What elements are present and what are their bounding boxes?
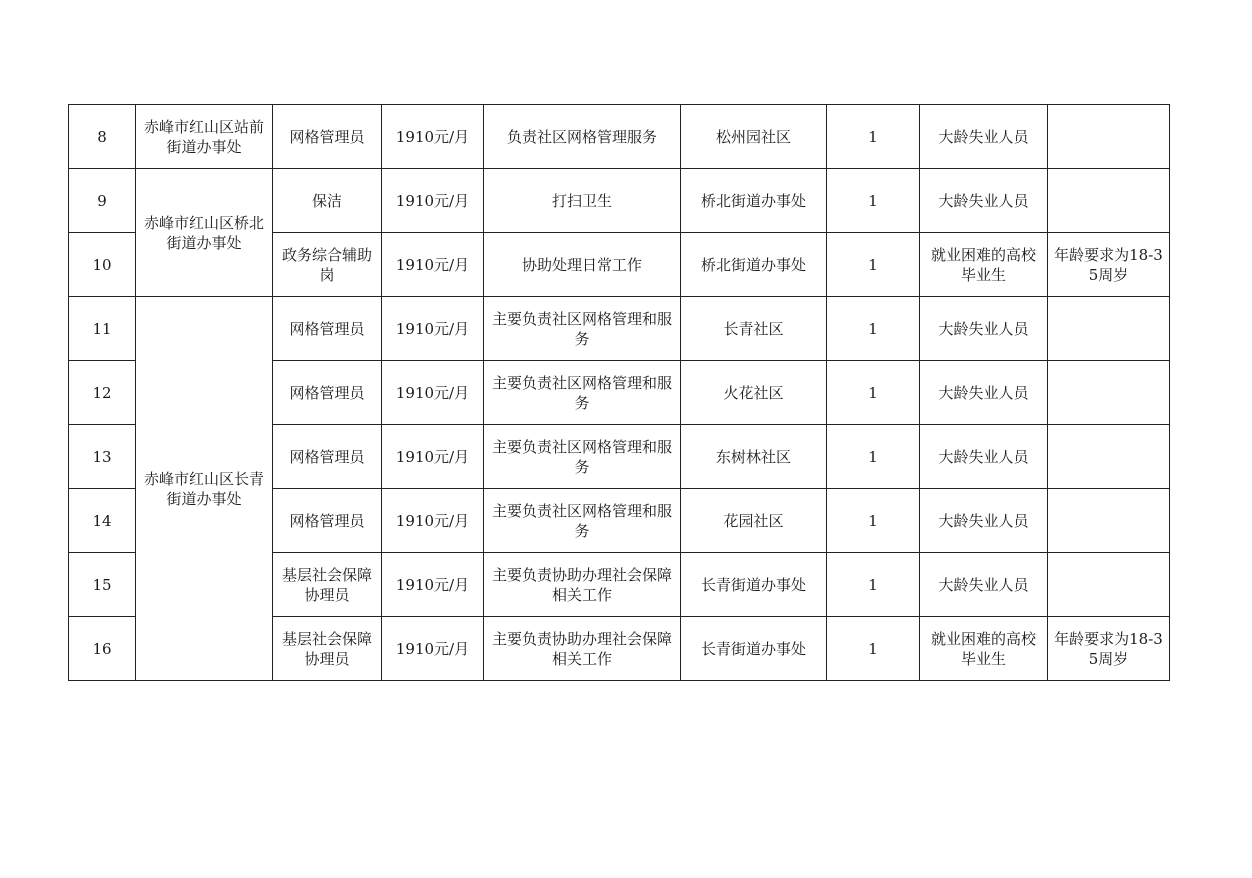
remark-cell <box>1048 297 1170 361</box>
count-cell: 1 <box>827 105 920 169</box>
count-cell: 1 <box>827 553 920 617</box>
location-cell: 东树林社区 <box>681 425 827 489</box>
count-cell: 1 <box>827 297 920 361</box>
count-cell: 1 <box>827 361 920 425</box>
duty-cell: 主要负责协助办理社会保障相关工作 <box>484 617 681 681</box>
duty-cell: 主要负责社区网格管理和服务 <box>484 297 681 361</box>
location-cell: 长青社区 <box>681 297 827 361</box>
duty-cell: 负责社区网格管理服务 <box>484 105 681 169</box>
duty-cell: 协助处理日常工作 <box>484 233 681 297</box>
target-cell: 大龄失业人员 <box>920 297 1048 361</box>
position-cell: 政务综合辅助岗 <box>273 233 382 297</box>
row-number: 10 <box>69 233 136 297</box>
row-number: 8 <box>69 105 136 169</box>
row-number: 13 <box>69 425 136 489</box>
remark-cell <box>1048 105 1170 169</box>
position-cell: 网格管理员 <box>273 361 382 425</box>
remark-cell <box>1048 553 1170 617</box>
location-cell: 长青街道办事处 <box>681 617 827 681</box>
count-cell: 1 <box>827 169 920 233</box>
location-cell: 长青街道办事处 <box>681 553 827 617</box>
target-cell: 大龄失业人员 <box>920 553 1048 617</box>
duty-cell: 主要负责社区网格管理和服务 <box>484 489 681 553</box>
salary-cell: 1910元/月 <box>382 297 484 361</box>
salary-cell: 1910元/月 <box>382 169 484 233</box>
duty-cell: 主要负责社区网格管理和服务 <box>484 361 681 425</box>
location-cell: 松州园社区 <box>681 105 827 169</box>
unit-cell: 赤峰市红山区长青街道办事处 <box>136 297 273 681</box>
count-cell: 1 <box>827 425 920 489</box>
duty-cell: 主要负责社区网格管理和服务 <box>484 425 681 489</box>
unit-cell: 赤峰市红山区站前街道办事处 <box>136 105 273 169</box>
row-number: 16 <box>69 617 136 681</box>
row-number: 15 <box>69 553 136 617</box>
job-table <box>68 104 1170 681</box>
salary-cell: 1910元/月 <box>382 489 484 553</box>
row-number: 14 <box>69 489 136 553</box>
remark-cell <box>1048 425 1170 489</box>
target-cell: 就业困难的高校毕业生 <box>920 617 1048 681</box>
target-cell: 大龄失业人员 <box>920 425 1048 489</box>
remark-cell: 年龄要求为18-35周岁 <box>1048 233 1170 297</box>
remark-cell <box>1048 169 1170 233</box>
row-number: 12 <box>69 361 136 425</box>
unit-cell: 赤峰市红山区桥北街道办事处 <box>136 169 273 297</box>
salary-cell: 1910元/月 <box>382 361 484 425</box>
duty-cell: 打扫卫生 <box>484 169 681 233</box>
duty-cell: 主要负责协助办理社会保障相关工作 <box>484 553 681 617</box>
count-cell: 1 <box>827 233 920 297</box>
table-row <box>69 169 1170 233</box>
salary-cell: 1910元/月 <box>382 425 484 489</box>
position-cell: 网格管理员 <box>273 105 382 169</box>
remark-cell: 年龄要求为18-35周岁 <box>1048 617 1170 681</box>
target-cell: 大龄失业人员 <box>920 361 1048 425</box>
target-cell: 大龄失业人员 <box>920 489 1048 553</box>
location-cell: 桥北街道办事处 <box>681 233 827 297</box>
target-cell: 就业困难的高校毕业生 <box>920 233 1048 297</box>
position-cell: 保洁 <box>273 169 382 233</box>
position-cell: 网格管理员 <box>273 297 382 361</box>
salary-cell: 1910元/月 <box>382 553 484 617</box>
count-cell: 1 <box>827 617 920 681</box>
remark-cell <box>1048 489 1170 553</box>
table-row <box>69 297 1170 361</box>
position-cell: 基层社会保障协理员 <box>273 617 382 681</box>
salary-cell: 1910元/月 <box>382 617 484 681</box>
position-cell: 基层社会保障协理员 <box>273 553 382 617</box>
salary-cell: 1910元/月 <box>382 233 484 297</box>
location-cell: 火花社区 <box>681 361 827 425</box>
target-cell: 大龄失业人员 <box>920 169 1048 233</box>
location-cell: 桥北街道办事处 <box>681 169 827 233</box>
count-cell: 1 <box>827 489 920 553</box>
remark-cell <box>1048 361 1170 425</box>
row-number: 9 <box>69 169 136 233</box>
position-cell: 网格管理员 <box>273 425 382 489</box>
salary-cell: 1910元/月 <box>382 105 484 169</box>
target-cell: 大龄失业人员 <box>920 105 1048 169</box>
table-row <box>69 105 1170 169</box>
position-cell: 网格管理员 <box>273 489 382 553</box>
row-number: 11 <box>69 297 136 361</box>
location-cell: 花园社区 <box>681 489 827 553</box>
